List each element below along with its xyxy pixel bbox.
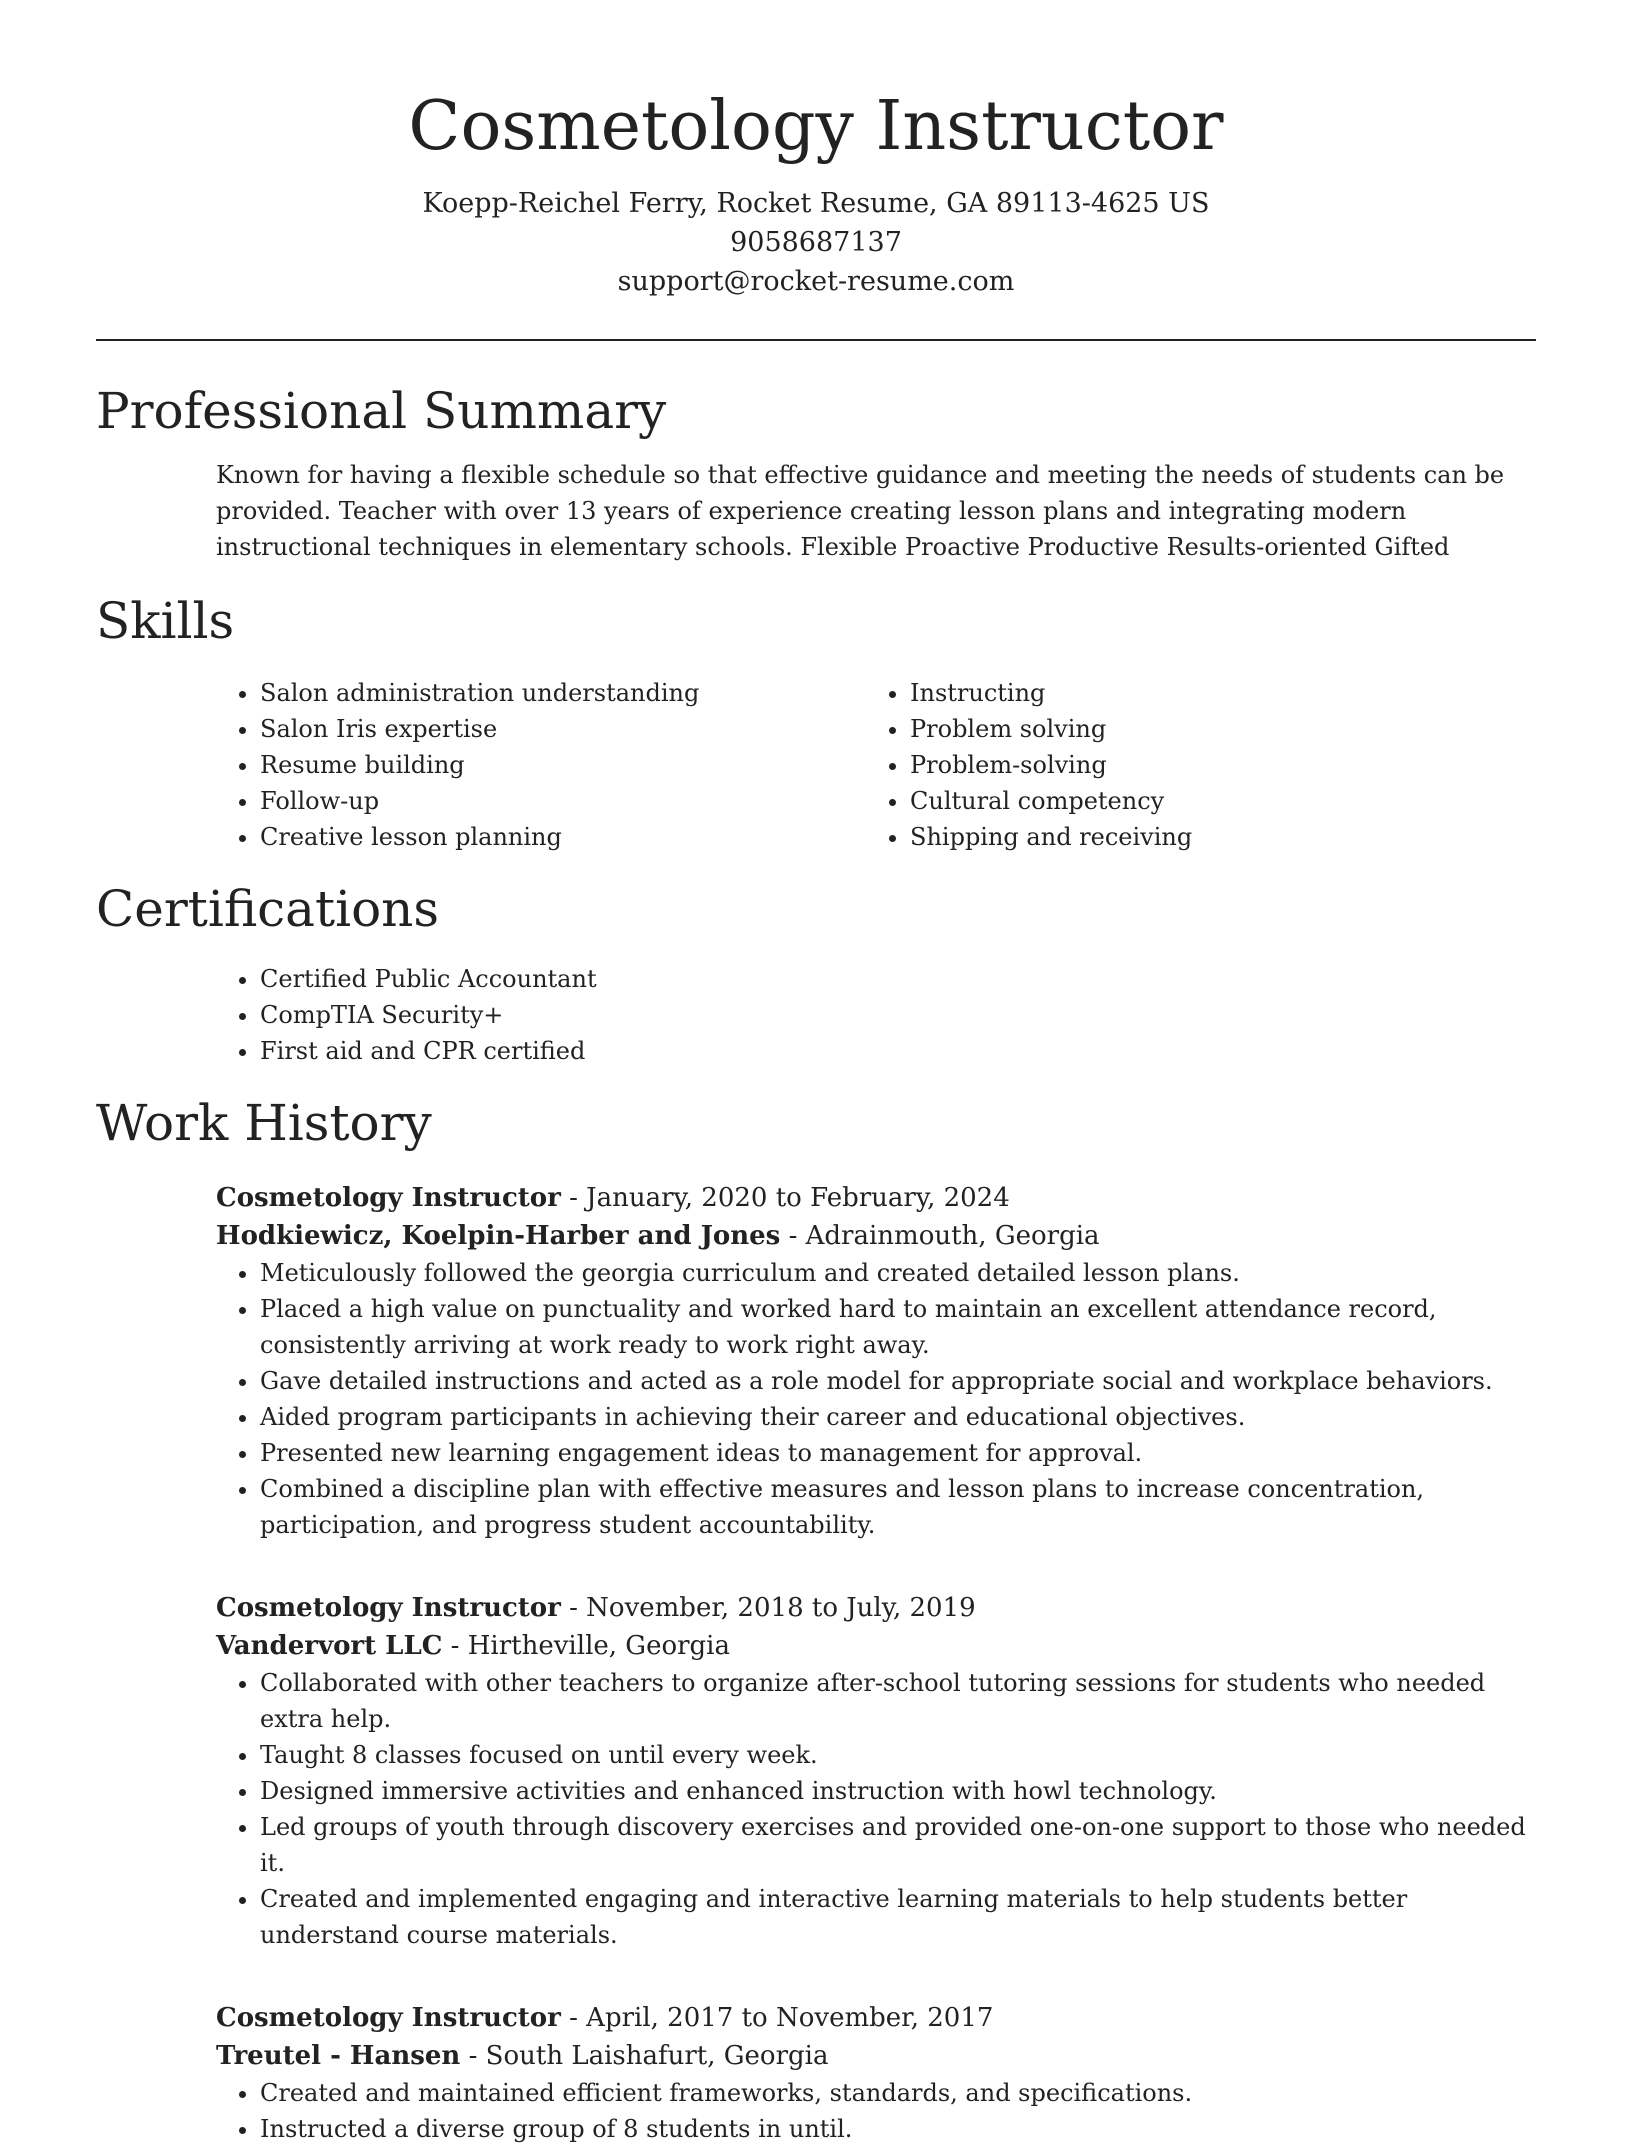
job-entry — [216, 1999, 1536, 2147]
job-location: Adrainmouth, Georgia — [805, 1221, 1100, 1251]
job-duty: • Collaborated with other teachers to organize after-school tutoring sessions for students who needed extra help. — [260, 1665, 1536, 1737]
skill-item: • Problem solving — [910, 711, 1516, 747]
job-title-line: Cosmetology Instructor - November, 2018 to July, 2019 — [216, 1593, 976, 1623]
job-company: Hodkiewicz, Koelpin-Harber and Jones — [216, 1221, 781, 1251]
job-company-line: Hodkiewicz, Koelpin-Harber and Jones - Adrainmouth, Georgia — [216, 1221, 1100, 1251]
job-duties-list — [216, 1255, 1536, 1543]
header-divider — [96, 339, 1536, 341]
skill-item: • Cultural competency — [910, 783, 1516, 819]
job-title-line: Cosmetology Instructor - January, 2020 to February, 2024 — [216, 1183, 1010, 1213]
job-duty: • Aided program participants in achieving their career and educational objectives. — [260, 1399, 1536, 1435]
job-duty: • Combined a discipline plan with effective measures and lesson plans to increase concentration, participation, and progress student accountability. — [260, 1471, 1536, 1543]
job-title-line: Cosmetology Instructor - April, 2017 to November, 2017 — [216, 2003, 994, 2033]
contact-address: Koepp-Reichel Ferry, Rocket Resume, GA 89113-4625 US — [422, 188, 1210, 219]
job-location: Hirtheville, Georgia — [467, 1631, 730, 1661]
job-dates: April, 2017 to November, 2017 — [586, 2003, 994, 2033]
skills-heading: Skills — [96, 592, 235, 650]
job-entry — [216, 1589, 1536, 1953]
contact-email: support@rocket-resume.com — [617, 266, 1015, 297]
certifications-list-wrapper — [216, 961, 1536, 1069]
job-duty: • Presented new learning engagement ideas to management for approval. — [260, 1435, 1536, 1471]
job-duty: • Gave detailed instructions and acted as a role model for appropriate social and workplace behaviors. — [260, 1363, 1536, 1399]
resume-header — [96, 0, 1536, 301]
job-duties-list — [216, 2075, 1536, 2147]
job-role: Cosmetology Instructor — [216, 1593, 561, 1623]
certifications-heading: Certifications — [96, 880, 440, 938]
skill-item: • Creative lesson planning — [260, 819, 866, 855]
summary-section — [96, 381, 1536, 565]
skill-item: • Follow-up — [260, 783, 866, 819]
work-history-section — [96, 1093, 1536, 2147]
job-entry — [216, 1179, 1536, 1543]
skill-item: • Instructing — [910, 675, 1516, 711]
job-duty: • Created and implemented engaging and interactive learning materials to help students better understand course materials. — [260, 1881, 1536, 1953]
job-role: Cosmetology Instructor — [216, 2003, 561, 2033]
certification-item: • First aid and CPR certified — [260, 1033, 1536, 1069]
skills-column-right — [866, 675, 1516, 855]
skill-item: • Problem-solving — [910, 747, 1516, 783]
skill-item: • Shipping and receiving — [910, 819, 1516, 855]
job-company: Vandervort LLC — [216, 1631, 443, 1661]
job-duty: • Led groups of youth through discovery exercises and provided one-on-one support to those who needed it. — [260, 1809, 1536, 1881]
job-duty: • Created and maintained efficient frameworks, standards, and specifications. — [260, 2075, 1536, 2111]
job-dates: November, 2018 to July, 2019 — [586, 1593, 976, 1623]
job-location: South Laishafurt, Georgia — [485, 2041, 829, 2071]
job-duty: • Taught 8 classes focused on until every week. — [260, 1737, 1536, 1773]
contact-phone: 9058687137 — [730, 227, 902, 258]
job-duty: • Instructed a diverse group of 8 students in until. — [260, 2111, 1536, 2147]
skills-list-right — [866, 675, 1516, 855]
skills-section — [96, 591, 1536, 855]
skill-item: • Salon Iris expertise — [260, 711, 866, 747]
summary-heading: Professional Summary — [96, 382, 667, 440]
work-history-heading: Work History — [96, 1094, 432, 1152]
job-duty: • Designed immersive activities and enhanced instruction with howl technology. — [260, 1773, 1536, 1809]
job-duty: • Meticulously followed the georgia curriculum and created detailed lesson plans. — [260, 1255, 1536, 1291]
skills-grid — [216, 675, 1536, 855]
candidate-name: Cosmetology Instructor — [408, 87, 1224, 166]
job-company-line: Vandervort LLC - Hirtheville, Georgia — [216, 1631, 730, 1661]
job-company: Treutel - Hansen — [216, 2041, 461, 2071]
summary-text: Known for having a flexible schedule so that effective guidance and meeting the needs of students can be provided. Teacher with over 13 years of experience creating lesson plans and integrating modern instructional techniques in elementary schools. Flexible Proactive Productive Results-oriented Gifted — [216, 461, 1505, 561]
certification-item: • CompTIA Security+ — [260, 997, 1536, 1033]
job-duty: • Placed a high value on punctuality and worked hard to maintain an excellent attendance record, consistently arriving at work ready to work right away. — [260, 1291, 1536, 1363]
skill-item: • Resume building — [260, 747, 866, 783]
skill-item: • Salon administration understanding — [260, 675, 866, 711]
job-role: Cosmetology Instructor — [216, 1183, 561, 1213]
skills-list-left — [216, 675, 866, 855]
resume-page — [96, 0, 1536, 2147]
certification-item: • Certified Public Accountant — [260, 961, 1536, 997]
skills-column-left — [216, 675, 866, 855]
certifications-section — [96, 879, 1536, 1069]
certifications-list — [216, 961, 1536, 1069]
job-company-line: Treutel - Hansen - South Laishafurt, Georgia — [216, 2041, 829, 2071]
job-dates: January, 2020 to February, 2024 — [586, 1183, 1010, 1213]
job-duties-list — [216, 1665, 1536, 1953]
